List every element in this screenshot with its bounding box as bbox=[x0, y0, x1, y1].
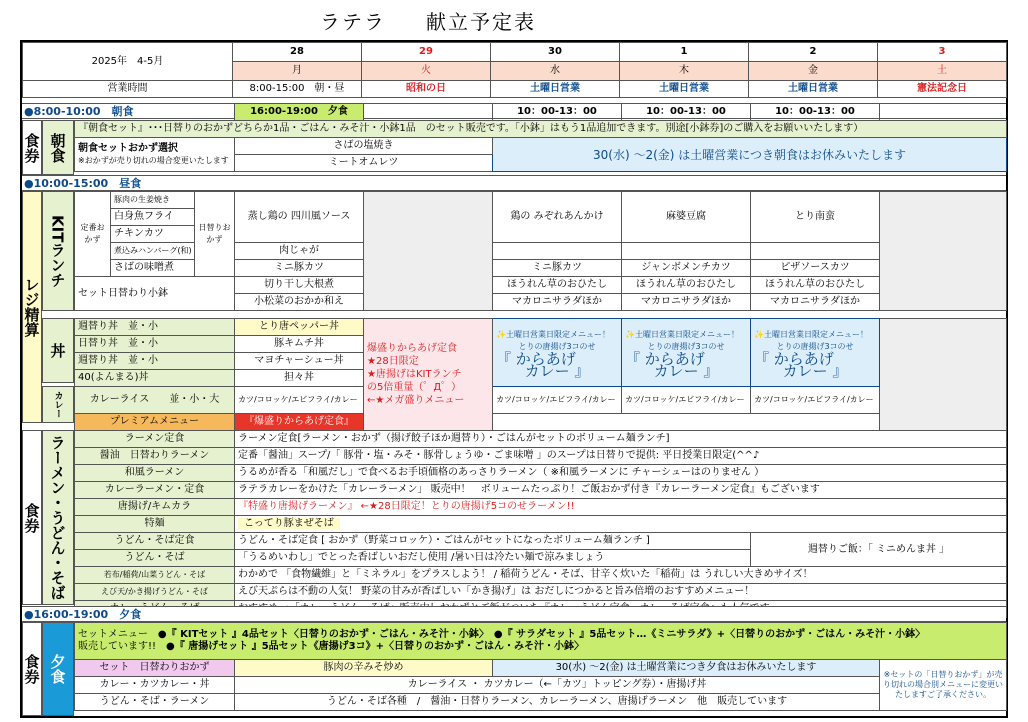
day-date-4: 2 bbox=[749, 43, 878, 62]
breakfast-set-text: 『朝食セット』･･･日替りのおかずどちらか1品・ごはん・みそ汁・小鉢1品 のセット販売です。「小鉢」はもう1品追加できます。別途[小鉢券]のご購入をお願いいたします） bbox=[75, 121, 1007, 138]
don-mon-3: マヨチャーシュー丼 bbox=[235, 353, 364, 370]
cafeteria-name: ラテラ bbox=[320, 10, 386, 34]
premium-label: プレミアムメニュー bbox=[75, 414, 235, 431]
ramen-desc-2: 定番「醤油」スープ/「 豚骨・塩・みそ・豚骨しょうゆ・ごま味噌 」のスープは日替りで提供: 平日授業日限定(^^♪ bbox=[235, 448, 1007, 465]
day-note-2: 土曜日営業 bbox=[491, 81, 620, 98]
breakfast-label: 朝食 bbox=[42, 120, 74, 175]
premium-empty bbox=[493, 414, 880, 431]
breakfast-closed-msg: 30(水) ～2(金) は土曜営業につき朝食はお休みいたします bbox=[493, 138, 1007, 172]
day-dow-0: 月 bbox=[233, 62, 362, 81]
curry-top-3: カツ/コロッケ/エビフライ/カレー bbox=[622, 387, 751, 414]
ramen-name-8: うどん・そば bbox=[75, 550, 235, 567]
ramen-desc-8: 「うるめいわし」でとった香ばしいおだし使用 /暑い日は冷たい麺で涼みましょう bbox=[235, 550, 751, 567]
day-note-3: 土曜日営業 bbox=[620, 81, 749, 98]
don-name-1: 週替り丼 並・小 bbox=[75, 319, 235, 336]
period: 2025年 4-5月 bbox=[23, 43, 233, 81]
day-note-4: 土曜日営業 bbox=[749, 81, 878, 98]
don-mon-1: とり唐ペッパー丼 bbox=[235, 319, 364, 336]
ramen-desc-9: わかめで 「食物繊維」と「ミネラル」をプラスしよう！ / 稲荷うどん・そば、甘辛く炊いた「稲荷」は うれしい大きめサイズ！ bbox=[235, 567, 1007, 584]
don-mon-2: 豚キムチ丼 bbox=[235, 336, 364, 353]
day-note-5: 憲法記念日 bbox=[878, 81, 1007, 98]
breakfast-table bbox=[74, 120, 1007, 172]
kobachi-label: セット日替わり小鉢 bbox=[75, 277, 235, 311]
curry-rice: カレーライス 並・小・大 bbox=[75, 387, 235, 414]
ramen-name-2: 醤油 日替わりラーメン bbox=[75, 448, 235, 465]
ramen-name-5: 唐揚げ/キムカラ bbox=[75, 499, 235, 516]
dinner-ticket-label: 食券 bbox=[22, 622, 42, 716]
day-date-5: 3 bbox=[878, 43, 1007, 62]
hours-1 bbox=[364, 104, 493, 121]
curry-top-2: カツ/コロッケ/エビフライ/カレー bbox=[493, 387, 622, 414]
register-label: レジ精算 bbox=[22, 191, 42, 423]
dinner-set-mon: 豚肉の辛みそ炒め bbox=[235, 660, 493, 677]
teiban-item-1: 豚肉の生姜焼き bbox=[111, 192, 195, 209]
hours-0: 16:00-19:00 夕食 bbox=[235, 104, 364, 121]
hours-4: 10：00-13：00 bbox=[751, 104, 880, 121]
higawari-label: 日替りおかず bbox=[195, 192, 235, 277]
lunch-sub2-4: ピザソースカツ bbox=[751, 260, 880, 277]
kobachi1-3: ほうれん草のおひたし bbox=[622, 277, 751, 294]
ramen-name-4: カレーラーメン・定食 bbox=[75, 482, 235, 499]
ramen-desc-3: うるめが香る「和風だし」で食べるお手頃価格のあっさりラーメン（ ※和風ラーメンに チャーシューはのりません ） bbox=[235, 465, 1007, 482]
dinner-noodle-label: うどん・そば・ラーメン bbox=[75, 694, 235, 711]
kobachi1-0: 切り干し大根煮 bbox=[235, 277, 364, 294]
kobachi1-2: ほうれん草のおひたし bbox=[493, 277, 622, 294]
ramen-table bbox=[74, 430, 1007, 618]
lunch-sub1-0: 肉じゃが bbox=[235, 243, 364, 260]
kobachi2-4: マカロニサラダほか bbox=[751, 294, 880, 311]
curry-top-4: カツ/コロッケ/エビフライ/カレー bbox=[751, 387, 880, 414]
don-sat-empty bbox=[880, 319, 1007, 431]
don-label: 丼 bbox=[42, 318, 74, 383]
ramen-desc-1: ラーメン定食[ラーメン・おかず（揚げ餃子ほか週替り）・ごはんがセットのボリューム麺ランチ] bbox=[235, 431, 1007, 448]
don-table bbox=[74, 318, 1007, 431]
dinner-table bbox=[74, 622, 1007, 711]
dinner-label: 夕食 bbox=[42, 622, 74, 716]
dinner-noodle-desc: うどん・そば各種 / 醤油・日替りラーメン、カレーラーメン、唐揚げラーメン 他 販売しています bbox=[235, 694, 880, 711]
breakfast-item-2: ミートオムレツ bbox=[235, 155, 493, 172]
day-note-0: 8:00-15:00 朝・昼 bbox=[233, 81, 362, 98]
don-name-4: 40(よんまる)丼 bbox=[75, 370, 235, 387]
ramen-name-7: うどん・そば定食 bbox=[75, 533, 235, 550]
menu-subtitle: 献立予定表 bbox=[426, 10, 536, 34]
day-date-3: 1 bbox=[620, 43, 749, 62]
sat-special-0: ✨土曜日営業日限定メニュー！ とりの唐揚げ3コのせ 『 からあげ カレー 』 bbox=[493, 319, 622, 387]
teiban-item-3: チキンカツ bbox=[111, 226, 195, 243]
lunch-main-4: とり南蛮 bbox=[751, 192, 880, 243]
header-table bbox=[22, 42, 1007, 98]
lunch-sub1-2 bbox=[493, 243, 622, 260]
don-name-2: 日替り丼 並・小 bbox=[75, 336, 235, 353]
ramen-ticket-label: 食券 bbox=[22, 430, 42, 605]
kit-lunch-table bbox=[74, 191, 1007, 311]
lunch-main-1 bbox=[364, 192, 493, 311]
day-dow-2: 水 bbox=[491, 62, 620, 81]
day-note-1: 昭和の日 bbox=[362, 81, 491, 98]
ramen-name-10: えび天/かき揚げうどん・そば bbox=[75, 584, 235, 601]
dinner-set-label: セット 日替わりおかず bbox=[75, 660, 235, 677]
lunch-sub2-3: ジャンボメンチカツ bbox=[622, 260, 751, 277]
day-dow-5: 土 bbox=[878, 62, 1007, 81]
breakfast-item-1: さばの塩焼き bbox=[235, 138, 493, 155]
weekly-gohan: 週替りご飯：「 ミニめんま丼 」 bbox=[751, 533, 1007, 567]
kit-lunch-label: KITランチ bbox=[42, 191, 74, 311]
teiban-label: 定番おかず bbox=[75, 192, 111, 277]
don-mon-4: 担々丼 bbox=[235, 370, 364, 387]
premium-mon: 『爆盛りからあげ定食』 bbox=[235, 414, 364, 431]
lunch-main-5 bbox=[880, 192, 1007, 311]
kobachi1-4: ほうれん草のおひたし bbox=[751, 277, 880, 294]
ramen-name-9: 若布/稲荷/山菜うどん・そば bbox=[75, 567, 235, 584]
teiban-item-2: 白身魚フライ bbox=[111, 209, 195, 226]
page-title bbox=[320, 6, 576, 35]
ramen-desc-10: えび天ぷらは不動の人気！ 野菜の甘みが香ばしい「かき揚げ」は おだしにつかると旨み倍増のおすすめメニュー！ bbox=[235, 584, 1007, 601]
tue-special: 爆盛りからあげ定食 ★28日限定 ★唐揚げはKITランチ の5倍重量（゜Д゜） ←★メガ盛りメニュー bbox=[364, 319, 493, 431]
lunch-bar: ●10:00-15:00 昼食 bbox=[22, 175, 1006, 191]
day-dow-3: 木 bbox=[620, 62, 749, 81]
dinner-note: ※セットの「日替りおかず」が売り切れの場合別メニューに変更いたしますご了承ください。 bbox=[880, 660, 1007, 711]
lunch-sub2-0: ミニ豚カツ bbox=[235, 260, 364, 277]
curry-top-0: カツ/コロッケ/エビフライ/カレー bbox=[235, 387, 364, 414]
ramen-desc-6: こってり豚まぜそば bbox=[235, 516, 1007, 533]
hours-label: 営業時間 bbox=[23, 81, 233, 98]
lunch-main-3: 麻婆豆腐 bbox=[622, 192, 751, 243]
day-date-0: 28 bbox=[233, 43, 362, 62]
breakfast-select: 朝食セットおかず選択 ※おかずが売り切れの場合変更いたします bbox=[75, 138, 235, 172]
ramen-desc-5: 『特盛り唐揚げラーメン』 ←★28日限定！とりの唐揚げ5コのせラーメン!! bbox=[235, 499, 1007, 516]
day-date-2: 30 bbox=[491, 43, 620, 62]
kobachi2-0: 小松菜のおかか和え bbox=[235, 294, 364, 311]
ramen-name-3: 和風ラーメン bbox=[75, 465, 235, 482]
ramen-label: ラーメン・うどん・そば bbox=[42, 430, 74, 605]
dinner-bar: ●16:00-19:00 夕食 bbox=[22, 606, 1006, 622]
dinner-curry-desc: カレーライス ・ カツカレー（←「カツ」トッピング券）・唐揚げ丼 bbox=[235, 677, 880, 694]
lunch-sub1-3 bbox=[622, 243, 751, 260]
don-name-3: 週替り丼 並・小 bbox=[75, 353, 235, 370]
day-date-1: 29 bbox=[362, 43, 491, 62]
ramen-name-1: ラーメン定食 bbox=[75, 431, 235, 448]
day-dow-1: 火 bbox=[362, 62, 491, 81]
ramen-desc-7: うどん・そば定食 [ おかず（野菜コロッケ）・ごはんがセットになったボリューム麺ランチ ] bbox=[235, 533, 751, 550]
breakfast-bar: ●8:00-10:00 朝食 bbox=[22, 103, 1006, 119]
ramen-name-6: 特麺 bbox=[75, 516, 235, 533]
dinner-curry-label: カレー・カツカレー・丼 bbox=[75, 677, 235, 694]
hours-row bbox=[234, 103, 880, 121]
curry-label: カレー bbox=[42, 386, 74, 423]
hours-2: 10：00-13：00 bbox=[493, 104, 622, 121]
lunch-sub2-2: ミニ豚カツ bbox=[493, 260, 622, 277]
dinner-closed-msg: 30(水) ～2(金) は土曜営業につき夕食はお休みいたします bbox=[493, 660, 880, 677]
breakfast-ticket-label: 食券 bbox=[22, 120, 42, 175]
lunch-main-2: 鶏の みぞれあんかけ bbox=[493, 192, 622, 243]
teiban-item-5: さばの味噌煮 bbox=[111, 260, 195, 277]
sat-special-1: ✨土曜日営業日限定メニュー！ とりの唐揚げ3コのせ 『 からあげ カレー 』 bbox=[622, 319, 751, 387]
sat-special-2: ✨土曜日営業日限定メニュー！ とりの唐揚げ3コのせ 『 からあげ カレー 』 bbox=[751, 319, 880, 387]
kobachi2-3: マカロニサラダほか bbox=[622, 294, 751, 311]
day-dow-4: 金 bbox=[749, 62, 878, 81]
dinner-set-menu: セットメニュー ●『 KITセット 』4品セット〈日替りのおかず・ごはん・みそ汁・小鉢〉 ●『 サラダセット 』5品セット…《ミニサラダ》+〈日替りのおかず・ごはん・みそ汁・小鉢〉 販売しています!! ●『 唐揚げセット 』5品セット《唐揚げ3コ》+〈日替りのおかず・ごはん・みそ汁・小鉢〉 bbox=[75, 623, 1007, 660]
kobachi2-2: マカロニサラダほか bbox=[493, 294, 622, 311]
lunch-sub1-4 bbox=[751, 243, 880, 260]
ramen-desc-4: ラテラカレーをかけた「カレーラーメン」 販売中！ ボリュームたっぷり！ご飯おかず付き『カレーラーメン定食』もございます bbox=[235, 482, 1007, 499]
teiban-item-4: 煮込みハンバーグ(和) bbox=[111, 243, 195, 260]
hours-3: 10：00-13：00 bbox=[622, 104, 751, 121]
lunch-main-0: 蒸し鶏の 四川風ソース bbox=[235, 192, 364, 243]
